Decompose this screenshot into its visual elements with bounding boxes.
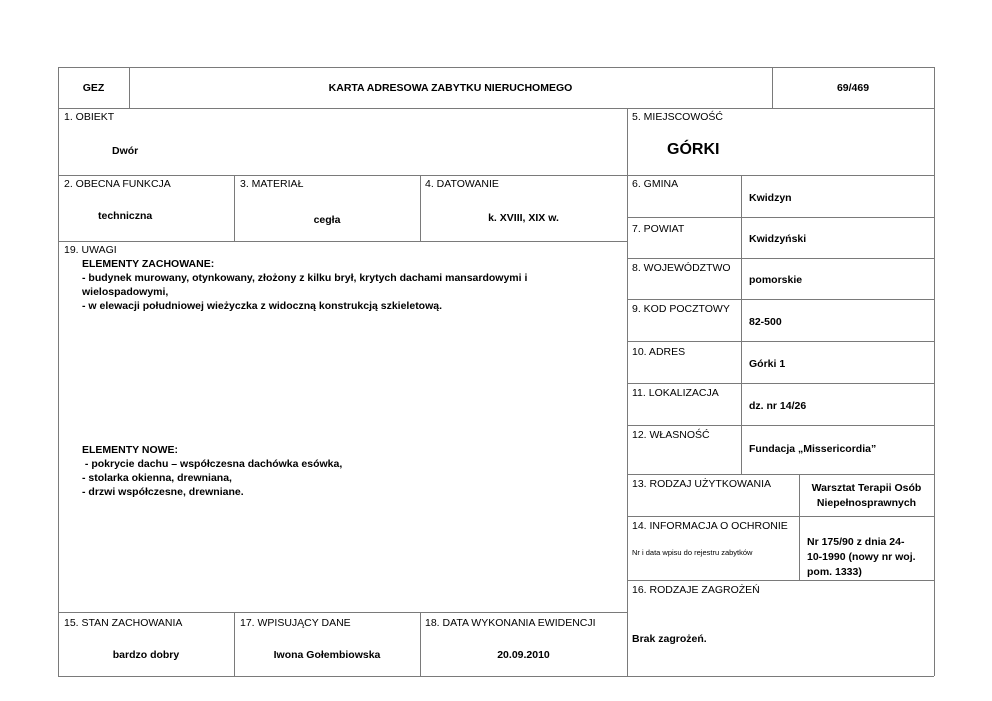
uwagi-zachowane-line: wielospadowymi, — [82, 286, 169, 298]
uwagi-nowe-line: - pokrycie dachu – współczesna dachówka esówka, — [82, 458, 343, 470]
datowanie-label: 4. DATOWANIE — [425, 178, 499, 190]
zagrozenia-value: Brak zagrożeń. — [632, 633, 707, 645]
uwagi-zachowane-line: - w elewacji południowej wieżyczka z widoczną konstrukcją szkieletową. — [82, 300, 443, 312]
stan-label: 15. STAN ZACHOWANIA — [64, 617, 183, 629]
data-wykonania-label: 18. DATA WYKONANIA EWIDENCJI — [425, 617, 596, 629]
datowanie-value: k. XVIII, XIX w. — [488, 212, 559, 224]
uwagi-zachowane-heading: ELEMENTY ZACHOWANE: — [82, 258, 215, 270]
kod-value: 82-500 — [749, 316, 782, 328]
uwagi-nowe-heading: ELEMENTY NOWE: — [82, 444, 179, 456]
wojewodztwo-label: 8. WOJEWÓDZTWO — [632, 262, 731, 274]
miejscowosc-label: 5. MIEJSCOWOŚĆ — [632, 111, 724, 123]
adres-label: 10. ADRES — [632, 346, 686, 358]
lokalizacja-value: dz. nr 14/26 — [749, 400, 807, 412]
uwagi-nowe-line: - drzwi współczesne, drewniane. — [82, 486, 244, 498]
zagrozenia-label: 16. RODZAJE ZAGROŻEŃ — [632, 584, 760, 596]
wojewodztwo-value: pomorskie — [749, 274, 803, 286]
data-wykonania-value: 20.09.2010 — [497, 649, 550, 661]
wlasnosc-label: 12. WŁASNOŚĆ — [632, 429, 710, 441]
wpisujacy-label: 17. WPISUJĄCY DANE — [240, 617, 351, 629]
gmina-value: Kwidzyn — [749, 192, 792, 204]
gmina-label: 6. GMINA — [632, 178, 679, 190]
ochrona-label: 14. INFORMACJA O OCHRONIE — [632, 520, 788, 532]
wlasnosc-value: Fundacja „Missericordia” — [749, 443, 877, 455]
funkcja-value: techniczna — [98, 210, 153, 222]
powiat-value: Kwidzyński — [749, 233, 807, 245]
uwagi-label: 19. UWAGI — [64, 244, 117, 256]
uzytkowanie-value-line2: Niepełnosprawnych — [816, 497, 917, 509]
header-code: GEZ — [82, 82, 105, 94]
powiat-label: 7. POWIAT — [632, 223, 685, 235]
uwagi-zachowane-line: - budynek murowany, otynkowany, złożony z kilku brył, krytych dachami mansardowymi i — [82, 272, 528, 284]
uzytkowanie-value-line1: Warsztat Terapii Osób — [811, 482, 922, 494]
ochrona-value-line3: pom. 1333) — [807, 566, 862, 578]
header-number: 69/469 — [836, 82, 870, 94]
uwagi-nowe-line: - stolarka okienna, drewniana, — [82, 472, 232, 484]
material-value: cegła — [313, 214, 341, 226]
ochrona-sublabel: Nr i data wpisu do rejestru zabytków — [632, 548, 753, 557]
ochrona-value-line2: 10-1990 (nowy nr woj. — [807, 551, 916, 563]
kod-label: 9. KOD POCZTOWY — [632, 303, 730, 315]
ochrona-value-line1: Nr 175/90 z dnia 24- — [807, 536, 905, 548]
uzytkowanie-label: 13. RODZAJ UŻYTKOWANIA — [632, 478, 772, 490]
page-title: KARTA ADRESOWA ZABYTKU NIERUCHOMEGO — [328, 82, 573, 94]
funkcja-label: 2. OBECNA FUNKCJA — [64, 178, 171, 190]
stan-value: bardzo dobry — [112, 649, 180, 661]
adres-value: Górki 1 — [749, 358, 786, 370]
miejscowosc-value: GÓRKI — [667, 141, 720, 158]
material-label: 3. MATERIAŁ — [240, 178, 304, 190]
obiekt-label: 1. OBIEKT — [64, 111, 115, 123]
obiekt-value: Dwór — [112, 145, 139, 157]
wpisujacy-value: Iwona Gołembiowska — [273, 649, 381, 661]
lokalizacja-label: 11. LOKALIZACJA — [632, 387, 719, 399]
